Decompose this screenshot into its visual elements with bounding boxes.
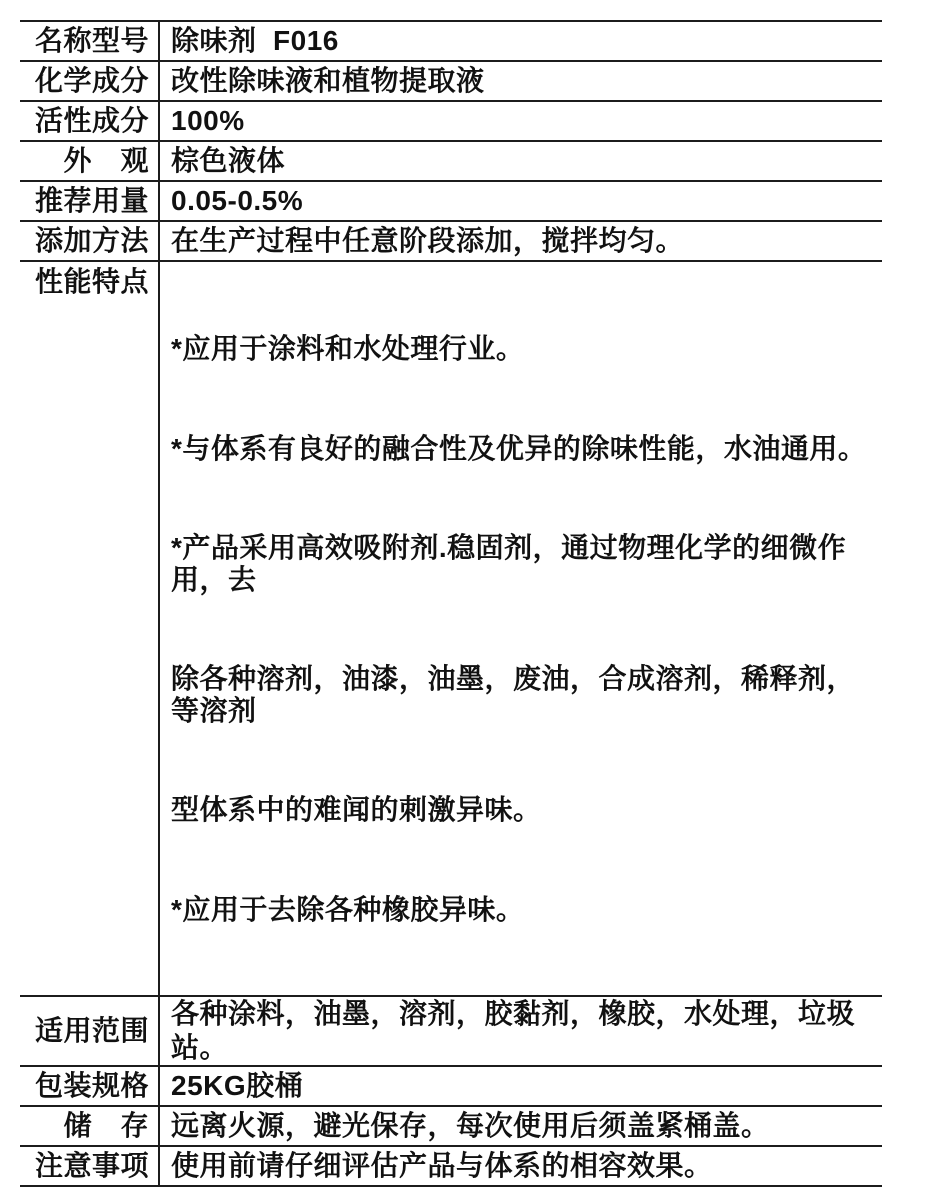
feature-line: *产品采用高效吸附剂.稳固剂，通过物理化学的细微作用，去 [171, 532, 847, 595]
row-value: 使用前请仔细评估产品与体系的相容效果。 [171, 1150, 713, 1181]
feature-line: 型体系中的难闻的刺激异味。 [171, 794, 542, 825]
row-label: 性能特点 [20, 262, 160, 995]
row-value: 各种涂料，油墨，溶剂，胶黏剂，橡胶，水处理，垃圾站。 [171, 998, 856, 1063]
table-row-storage [20, 1107, 882, 1147]
row-label: 添加方法 [20, 222, 160, 260]
feature-line: *应用于涂料和水处理行业。 [171, 333, 525, 364]
row-value [160, 262, 882, 995]
table-row-performance-features [20, 262, 882, 997]
feature-line: *与体系有良好的融合性及优异的除味性能，水油通用。 [171, 432, 867, 464]
row-label: 名称型号 [20, 22, 160, 60]
table-row-application-scope [20, 997, 882, 1067]
product-spec-table [20, 20, 882, 1187]
table-row-active-content [20, 102, 882, 142]
row-value: 25KG胶桶 [171, 1070, 304, 1101]
row-value: 除味剂 F016 [171, 25, 339, 56]
table-row-appearance [20, 142, 882, 182]
row-label: 包装规格 [20, 1067, 160, 1105]
row-label: 推荐用量 [20, 182, 160, 220]
row-value: 棕色液体 [171, 145, 286, 176]
table-row-name-model [20, 22, 882, 62]
row-value: 0.05-0.5% [171, 185, 304, 216]
row-label: 外 观 [20, 142, 160, 180]
row-value: 远离火源，避光保存，每次使用后须盖紧桶盖。 [171, 1110, 770, 1141]
row-value: 改性除味液和植物提取液 [171, 65, 485, 96]
table-row-chemical-composition [20, 62, 882, 102]
table-row-precautions [20, 1147, 882, 1187]
table-row-addition-method [20, 222, 882, 262]
row-label: 化学成分 [20, 62, 160, 100]
feature-line: *应用于去除各种橡胶异味。 [171, 893, 525, 925]
row-value: 在生产过程中任意阶段添加，搅拌均匀。 [171, 225, 685, 256]
row-value: 100% [171, 105, 245, 136]
row-label: 适用范围 [20, 997, 160, 1065]
row-label: 注意事项 [20, 1147, 160, 1185]
row-label: 活性成分 [20, 102, 160, 140]
table-row-recommended-dosage [20, 182, 882, 222]
feature-line: 除各种溶剂，油漆，油墨，废油，合成溶剂，稀释剂，等溶剂 [171, 663, 856, 726]
row-label: 储 存 [20, 1107, 160, 1145]
table-row-packaging-spec [20, 1067, 882, 1107]
